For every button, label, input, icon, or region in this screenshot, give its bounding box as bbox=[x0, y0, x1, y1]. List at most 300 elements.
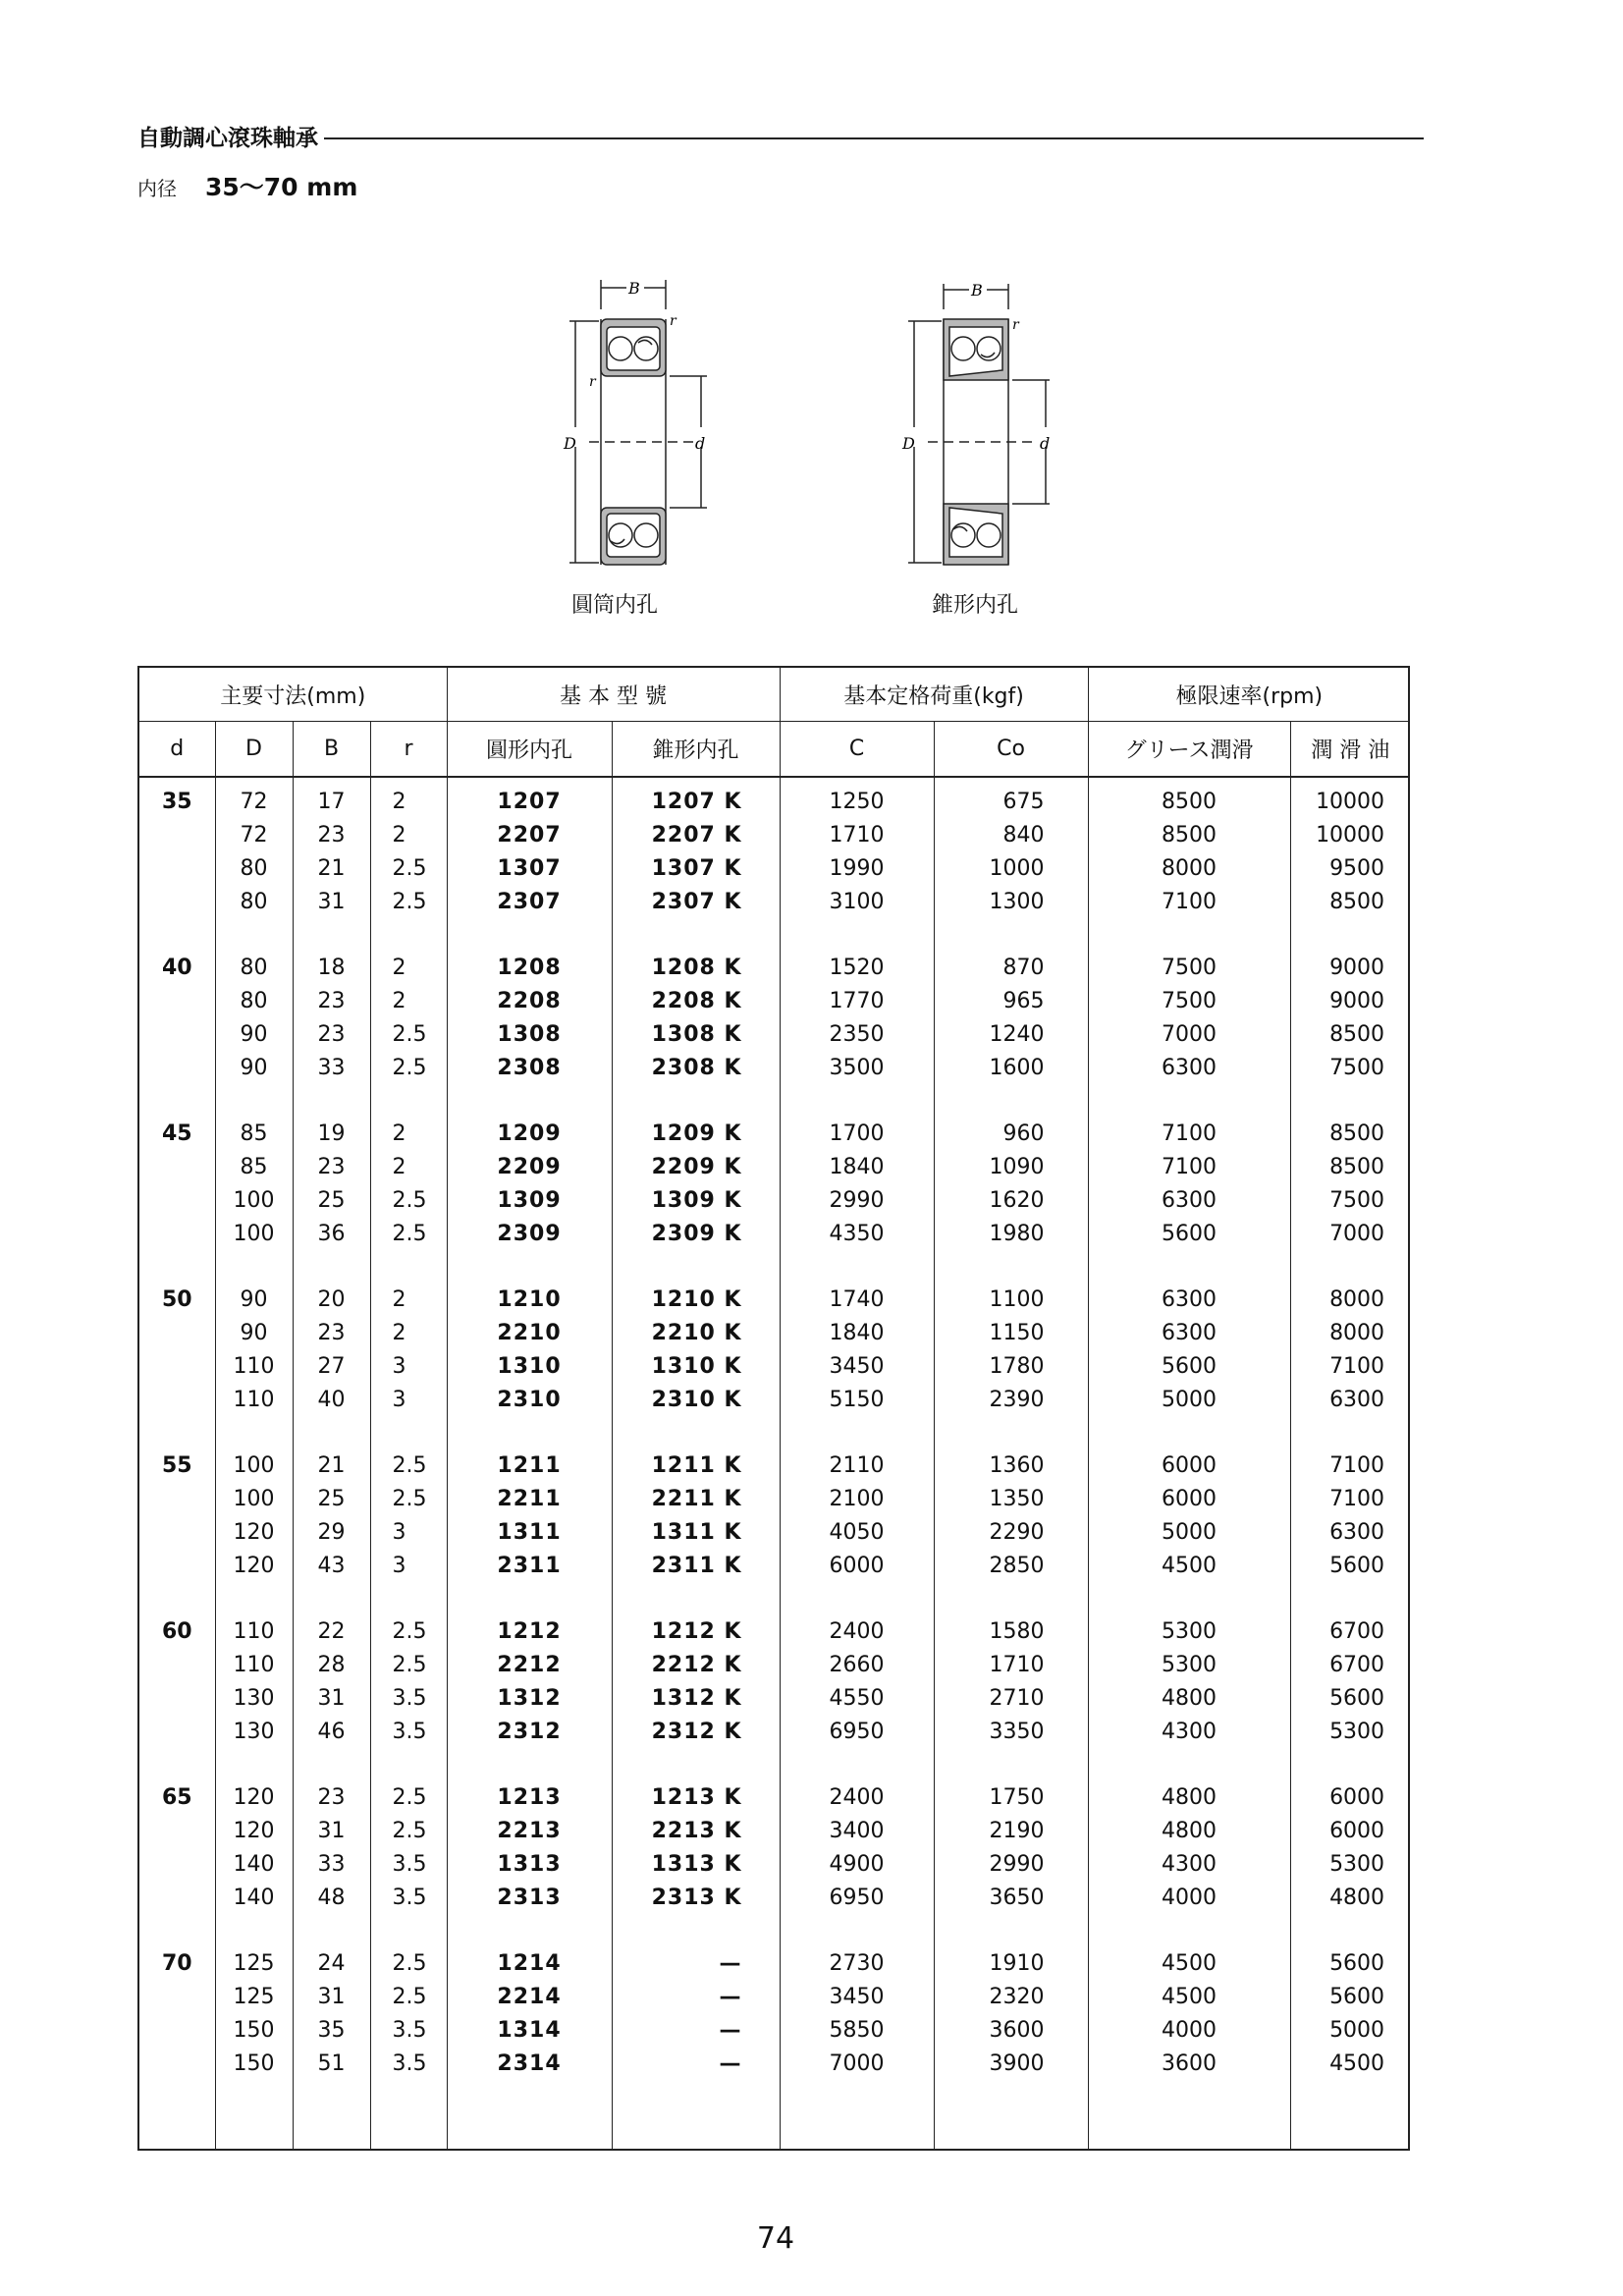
cell-Co: 1580 bbox=[934, 1615, 1088, 1649]
group-spacer-row bbox=[139, 1914, 1410, 1947]
table-row bbox=[139, 1118, 1410, 1151]
cell-D: 140 bbox=[215, 1848, 293, 1882]
spacer-cell bbox=[447, 1416, 612, 1449]
title-rule bbox=[324, 137, 1424, 139]
cell-grease: 7500 bbox=[1088, 985, 1290, 1018]
spacer-cell bbox=[447, 1084, 612, 1118]
cell-d bbox=[139, 1881, 215, 1914]
cell-cylindrical: 2310 bbox=[447, 1383, 612, 1416]
cell-oil: 10000 bbox=[1316, 823, 1385, 848]
cell-grease: 4800 bbox=[1088, 1781, 1290, 1815]
spacer-cell bbox=[1290, 1416, 1410, 1449]
cell-Co: 870 bbox=[934, 952, 1088, 985]
cell-C: 1250 bbox=[780, 777, 934, 819]
cell-Co: 1090 bbox=[934, 1151, 1088, 1184]
cell-oil: 8500 bbox=[1329, 1021, 1385, 1047]
cell-C: 2990 bbox=[780, 1184, 934, 1218]
group-spacer-row bbox=[139, 1582, 1410, 1615]
cell-C: 1700 bbox=[780, 1118, 934, 1151]
cell-r: 2 bbox=[370, 1118, 447, 1151]
cell-d bbox=[139, 1151, 215, 1184]
cell-C: 6950 bbox=[780, 1881, 934, 1914]
cell-d: 50 bbox=[139, 1284, 215, 1317]
cell-d bbox=[139, 2047, 215, 2080]
label-r-top: r bbox=[670, 313, 676, 329]
cell-r: 3 bbox=[370, 1383, 447, 1416]
cell-grease: 7000 bbox=[1088, 1018, 1290, 1052]
group-spacer-row bbox=[139, 918, 1410, 952]
cell-C: 6950 bbox=[780, 1715, 934, 1748]
cell-Co: 1750 bbox=[934, 1781, 1088, 1815]
cell-D: 120 bbox=[215, 1516, 293, 1550]
cell-Co: 840 bbox=[934, 819, 1088, 852]
cell-grease: 4500 bbox=[1088, 1549, 1290, 1582]
cell-oil: 5600 bbox=[1329, 1951, 1385, 1977]
cell-D: 120 bbox=[215, 1815, 293, 1848]
cell-cylindrical: 1214 bbox=[447, 1947, 612, 1981]
spacer-cell bbox=[1088, 1084, 1290, 1118]
label-B: B bbox=[971, 281, 983, 300]
table-row bbox=[139, 985, 1410, 1018]
cell-C: 2400 bbox=[780, 1615, 934, 1649]
spacer-cell bbox=[139, 918, 215, 952]
cell-tapered: 1312 K bbox=[612, 1682, 780, 1716]
spacer-cell bbox=[780, 1084, 934, 1118]
cell-C: 5850 bbox=[780, 2013, 934, 2047]
cell-C: 1840 bbox=[780, 1151, 934, 1184]
table-row bbox=[139, 1051, 1410, 1084]
spacer-cell bbox=[934, 1914, 1088, 1947]
cell-B: 33 bbox=[293, 1848, 370, 1882]
label-r-top: r bbox=[1012, 317, 1019, 333]
cell-cylindrical: 2308 bbox=[447, 1051, 612, 1084]
cell-d: 60 bbox=[139, 1615, 215, 1649]
spacer-cell bbox=[934, 1748, 1088, 1781]
cell-C: 1740 bbox=[780, 1284, 934, 1317]
spacer-cell bbox=[447, 1914, 612, 1947]
cell-Co: 1350 bbox=[934, 1483, 1088, 1516]
spacer-cell bbox=[447, 1582, 612, 1615]
cell-r: 3.5 bbox=[370, 1682, 447, 1716]
cell-D: 110 bbox=[215, 1615, 293, 1649]
cell-B: 24 bbox=[293, 1947, 370, 1981]
cell-grease: 4000 bbox=[1088, 2013, 1290, 2047]
spacer-cell bbox=[215, 1250, 293, 1284]
cell-cylindrical: 2214 bbox=[447, 1981, 612, 2014]
cell-D: 120 bbox=[215, 1781, 293, 1815]
cell-oil: 9000 bbox=[1329, 989, 1385, 1014]
spacer-cell bbox=[215, 1582, 293, 1615]
cell-oil: 9500 bbox=[1329, 855, 1385, 881]
cell-grease: 8500 bbox=[1088, 819, 1290, 852]
cell-Co: 1150 bbox=[934, 1317, 1088, 1350]
bearing-cross-section-tapered bbox=[889, 270, 1085, 584]
cell-oil: 5600 bbox=[1329, 1985, 1385, 2010]
cell-oil: 7500 bbox=[1329, 1187, 1385, 1213]
cell-r: 2.5 bbox=[370, 1615, 447, 1649]
cell-d: 40 bbox=[139, 952, 215, 985]
cell-Co: 3600 bbox=[934, 2013, 1088, 2047]
cell-cylindrical: 1210 bbox=[447, 1284, 612, 1317]
bearing-cross-section-cylindrical bbox=[550, 270, 746, 584]
cell-B: 33 bbox=[293, 1051, 370, 1084]
cell-r: 3 bbox=[370, 1516, 447, 1550]
cell-B: 23 bbox=[293, 1781, 370, 1815]
bore-range-line bbox=[137, 168, 1424, 203]
table-row bbox=[139, 2047, 1410, 2080]
cell-oil: 7500 bbox=[1329, 1055, 1385, 1080]
bearing-dimension-table bbox=[139, 668, 1410, 2149]
cell-oil: 5000 bbox=[1329, 2017, 1385, 2043]
cell-tapered: 2212 K bbox=[612, 1649, 780, 1682]
cell-d: 65 bbox=[139, 1781, 215, 1815]
cell-grease: 5600 bbox=[1088, 1217, 1290, 1250]
cell-oil: 5600 bbox=[1329, 1685, 1385, 1711]
cell-C: 3450 bbox=[780, 1981, 934, 2014]
cell-grease: 4500 bbox=[1088, 1981, 1290, 2014]
cell-d bbox=[139, 1483, 215, 1516]
cell-grease: 4300 bbox=[1088, 1848, 1290, 1882]
bore-label: 内径 bbox=[137, 177, 177, 200]
cell-grease: 5000 bbox=[1088, 1516, 1290, 1550]
cell-Co: 2990 bbox=[934, 1848, 1088, 1882]
cell-C: 4050 bbox=[780, 1516, 934, 1550]
cell-grease: 4300 bbox=[1088, 1715, 1290, 1748]
cell-d bbox=[139, 1051, 215, 1084]
cell-tapered: 1308 K bbox=[612, 1018, 780, 1052]
cell-B: 25 bbox=[293, 1184, 370, 1218]
header-speed-limit: 極限速率(rpm) bbox=[1088, 668, 1410, 722]
cell-d bbox=[139, 1815, 215, 1848]
table-row bbox=[139, 952, 1410, 985]
cell-oil: 8500 bbox=[1329, 889, 1385, 914]
spacer-cell bbox=[612, 918, 780, 952]
spacer-cell bbox=[447, 1250, 612, 1284]
table-row bbox=[139, 1350, 1410, 1384]
spacer-cell bbox=[370, 1748, 447, 1781]
cell-r: 3 bbox=[370, 1549, 447, 1582]
cell-r: 2 bbox=[370, 1284, 447, 1317]
cell-C: 6000 bbox=[780, 1549, 934, 1582]
cell-cylindrical: 2312 bbox=[447, 1715, 612, 1748]
cell-C: 1520 bbox=[780, 952, 934, 985]
cell-D: 100 bbox=[215, 1217, 293, 1250]
spacer-cell bbox=[780, 1250, 934, 1284]
cell-grease: 4800 bbox=[1088, 1682, 1290, 1716]
filler-cell bbox=[780, 2080, 934, 2149]
cell-cylindrical: 1208 bbox=[447, 952, 612, 985]
cell-cylindrical: 2314 bbox=[447, 2047, 612, 2080]
header-dimensions: 主要寸法(mm) bbox=[139, 668, 447, 722]
cell-B: 20 bbox=[293, 1284, 370, 1317]
spacer-cell bbox=[215, 1084, 293, 1118]
cell-cylindrical: 1309 bbox=[447, 1184, 612, 1218]
cell-cylindrical: 1308 bbox=[447, 1018, 612, 1052]
cell-tapered: 2310 K bbox=[612, 1383, 780, 1416]
spacer-cell bbox=[1290, 1250, 1410, 1284]
cell-D: 130 bbox=[215, 1682, 293, 1716]
cell-C: 2400 bbox=[780, 1781, 934, 1815]
group-spacer-row bbox=[139, 1250, 1410, 1284]
cell-tapered: 1213 K bbox=[612, 1781, 780, 1815]
cell-grease: 5000 bbox=[1088, 1383, 1290, 1416]
table-row bbox=[139, 1151, 1410, 1184]
cell-r: 2.5 bbox=[370, 1217, 447, 1250]
cell-r: 3.5 bbox=[370, 2013, 447, 2047]
table-row bbox=[139, 777, 1410, 819]
spacer-cell bbox=[215, 918, 293, 952]
spacer-cell bbox=[370, 1914, 447, 1947]
group-spacer-row bbox=[139, 1084, 1410, 1118]
label-D: D bbox=[902, 434, 915, 453]
group-header-row bbox=[139, 668, 1410, 722]
cell-r: 2.5 bbox=[370, 1981, 447, 2014]
header-load-rating: 基本定格荷重(kgf) bbox=[780, 668, 1088, 722]
cell-tapered: 2308 K bbox=[612, 1051, 780, 1084]
table-row bbox=[139, 1018, 1410, 1052]
cell-cylindrical: 2311 bbox=[447, 1549, 612, 1582]
cell-tapered: 1313 K bbox=[612, 1848, 780, 1882]
cell-oil: 5600 bbox=[1329, 1553, 1385, 1578]
cell-tapered: — bbox=[612, 2047, 780, 2080]
spacer-cell bbox=[1290, 1084, 1410, 1118]
cell-r: 2.5 bbox=[370, 1947, 447, 1981]
page-title: 自動調心滾珠軸承 bbox=[137, 126, 318, 151]
cell-grease: 5300 bbox=[1088, 1649, 1290, 1682]
cell-d bbox=[139, 852, 215, 886]
cell-d: 35 bbox=[139, 777, 215, 819]
cell-D: 90 bbox=[215, 1284, 293, 1317]
cell-d: 45 bbox=[139, 1118, 215, 1151]
cell-d: 55 bbox=[139, 1449, 215, 1483]
cell-Co: 2290 bbox=[934, 1516, 1088, 1550]
cell-grease: 8000 bbox=[1088, 852, 1290, 886]
table-row bbox=[139, 1383, 1410, 1416]
cell-B: 23 bbox=[293, 1151, 370, 1184]
cell-B: 27 bbox=[293, 1350, 370, 1384]
col-D: D bbox=[215, 722, 293, 778]
spacer-cell bbox=[293, 1416, 370, 1449]
table-row bbox=[139, 1682, 1410, 1716]
cell-Co: 1600 bbox=[934, 1051, 1088, 1084]
cell-tapered: 1212 K bbox=[612, 1615, 780, 1649]
cell-C: 3400 bbox=[780, 1815, 934, 1848]
cell-Co: 3900 bbox=[934, 2047, 1088, 2080]
cell-C: 1840 bbox=[780, 1317, 934, 1350]
title-row bbox=[137, 120, 1424, 152]
cell-r: 2.5 bbox=[370, 1483, 447, 1516]
cell-B: 36 bbox=[293, 1217, 370, 1250]
cell-B: 40 bbox=[293, 1383, 370, 1416]
cell-D: 72 bbox=[215, 819, 293, 852]
cell-D: 110 bbox=[215, 1383, 293, 1416]
cell-B: 51 bbox=[293, 2047, 370, 2080]
cell-B: 35 bbox=[293, 2013, 370, 2047]
cell-d bbox=[139, 1516, 215, 1550]
cell-B: 23 bbox=[293, 1018, 370, 1052]
cell-grease: 4000 bbox=[1088, 1881, 1290, 1914]
label-d: d bbox=[1040, 434, 1051, 453]
table-row bbox=[139, 1815, 1410, 1848]
cell-D: 85 bbox=[215, 1151, 293, 1184]
table-row bbox=[139, 819, 1410, 852]
cell-cylindrical: 2307 bbox=[447, 885, 612, 918]
table-row bbox=[139, 1483, 1410, 1516]
cell-B: 18 bbox=[293, 952, 370, 985]
cell-B: 29 bbox=[293, 1516, 370, 1550]
table-row bbox=[139, 1715, 1410, 1748]
cell-grease: 5300 bbox=[1088, 1615, 1290, 1649]
cell-B: 22 bbox=[293, 1615, 370, 1649]
filler-cell bbox=[1088, 2080, 1290, 2149]
spacer-cell bbox=[612, 1084, 780, 1118]
cell-B: 43 bbox=[293, 1549, 370, 1582]
cell-Co: 1980 bbox=[934, 1217, 1088, 1250]
cell-d bbox=[139, 1715, 215, 1748]
cell-oil: 6300 bbox=[1329, 1387, 1385, 1412]
cell-tapered: 2213 K bbox=[612, 1815, 780, 1848]
spacer-cell bbox=[1290, 1582, 1410, 1615]
cell-tapered: 1208 K bbox=[612, 952, 780, 985]
filler-cell bbox=[447, 2080, 612, 2149]
cell-B: 23 bbox=[293, 819, 370, 852]
filler-cell bbox=[934, 2080, 1088, 2149]
cell-Co: 2190 bbox=[934, 1815, 1088, 1848]
cell-tapered: 1210 K bbox=[612, 1284, 780, 1317]
cell-d bbox=[139, 1217, 215, 1250]
cell-D: 100 bbox=[215, 1483, 293, 1516]
spacer-cell bbox=[1088, 1748, 1290, 1781]
spacer-cell bbox=[1290, 1748, 1410, 1781]
cell-cylindrical: 2210 bbox=[447, 1317, 612, 1350]
cell-r: 3 bbox=[370, 1350, 447, 1384]
cell-D: 125 bbox=[215, 1981, 293, 2014]
cell-tapered: 1310 K bbox=[612, 1350, 780, 1384]
cell-d: 70 bbox=[139, 1947, 215, 1981]
cell-tapered: 2309 K bbox=[612, 1217, 780, 1250]
cell-cylindrical: 1207 bbox=[447, 777, 612, 819]
cell-Co: 1360 bbox=[934, 1449, 1088, 1483]
cell-grease: 6300 bbox=[1088, 1284, 1290, 1317]
cell-cylindrical: 1312 bbox=[447, 1682, 612, 1716]
filler-cell bbox=[612, 2080, 780, 2149]
cell-cylindrical: 1313 bbox=[447, 1848, 612, 1882]
spacer-cell bbox=[612, 1582, 780, 1615]
spacer-cell bbox=[1088, 1914, 1290, 1947]
cell-Co: 1620 bbox=[934, 1184, 1088, 1218]
cell-tapered: 2209 K bbox=[612, 1151, 780, 1184]
cell-grease: 4800 bbox=[1088, 1815, 1290, 1848]
cell-cylindrical: 2212 bbox=[447, 1649, 612, 1682]
cell-Co: 965 bbox=[934, 985, 1088, 1018]
filler-cell bbox=[215, 2080, 293, 2149]
cell-oil: 8500 bbox=[1329, 1155, 1385, 1180]
spacer-cell bbox=[370, 1582, 447, 1615]
label-r-side: r bbox=[589, 374, 596, 390]
table-row bbox=[139, 1981, 1410, 2014]
cell-r: 2.5 bbox=[370, 1649, 447, 1682]
cell-D: 130 bbox=[215, 1715, 293, 1748]
cell-D: 120 bbox=[215, 1549, 293, 1582]
cell-Co: 1710 bbox=[934, 1649, 1088, 1682]
cell-r: 2 bbox=[370, 952, 447, 985]
cell-grease: 7100 bbox=[1088, 1118, 1290, 1151]
spacer-cell bbox=[293, 1250, 370, 1284]
cell-Co: 1300 bbox=[934, 885, 1088, 918]
table-row bbox=[139, 1549, 1410, 1582]
cell-D: 90 bbox=[215, 1018, 293, 1052]
group-spacer-row bbox=[139, 1416, 1410, 1449]
header-designation: 基 本 型 號 bbox=[447, 668, 780, 722]
cell-C: 5150 bbox=[780, 1383, 934, 1416]
cell-B: 48 bbox=[293, 1881, 370, 1914]
spacer-cell bbox=[1088, 1416, 1290, 1449]
cell-tapered: — bbox=[612, 1947, 780, 1981]
spacer-cell bbox=[780, 1416, 934, 1449]
table-row bbox=[139, 1848, 1410, 1882]
table-row bbox=[139, 1284, 1410, 1317]
cell-r: 2 bbox=[370, 985, 447, 1018]
cell-B: 31 bbox=[293, 1815, 370, 1848]
cell-tapered: 2307 K bbox=[612, 885, 780, 918]
col-C: C bbox=[780, 722, 934, 778]
cell-B: 23 bbox=[293, 1317, 370, 1350]
spacer-cell bbox=[1088, 1582, 1290, 1615]
cell-tapered: 1209 K bbox=[612, 1118, 780, 1151]
table-row bbox=[139, 1217, 1410, 1250]
bearing-table-frame bbox=[137, 666, 1410, 2151]
cell-Co: 2320 bbox=[934, 1981, 1088, 2014]
cell-D: 150 bbox=[215, 2047, 293, 2080]
table-row bbox=[139, 852, 1410, 886]
cell-grease: 6000 bbox=[1088, 1449, 1290, 1483]
cell-D: 110 bbox=[215, 1350, 293, 1384]
cell-cylindrical: 2313 bbox=[447, 1881, 612, 1914]
cell-cylindrical: 1212 bbox=[447, 1615, 612, 1649]
table-row bbox=[139, 1615, 1410, 1649]
cell-tapered: 1309 K bbox=[612, 1184, 780, 1218]
cell-cylindrical: 1211 bbox=[447, 1449, 612, 1483]
spacer-cell bbox=[215, 1748, 293, 1781]
cell-cylindrical: 2208 bbox=[447, 985, 612, 1018]
col-Co: Co bbox=[934, 722, 1088, 778]
cell-grease: 7100 bbox=[1088, 1151, 1290, 1184]
cell-d bbox=[139, 1649, 215, 1682]
cell-D: 80 bbox=[215, 852, 293, 886]
cell-d bbox=[139, 1549, 215, 1582]
spacer-cell bbox=[447, 1748, 612, 1781]
cell-D: 90 bbox=[215, 1317, 293, 1350]
cell-r: 3.5 bbox=[370, 1881, 447, 1914]
cell-r: 2.5 bbox=[370, 885, 447, 918]
cell-tapered: 1207 K bbox=[612, 777, 780, 819]
cell-D: 80 bbox=[215, 885, 293, 918]
cell-cylindrical: 1209 bbox=[447, 1118, 612, 1151]
cell-B: 17 bbox=[293, 777, 370, 819]
cell-D: 90 bbox=[215, 1051, 293, 1084]
cell-D: 100 bbox=[215, 1184, 293, 1218]
cell-C: 4900 bbox=[780, 1848, 934, 1882]
spacer-cell bbox=[1290, 1914, 1410, 1947]
cell-C: 4350 bbox=[780, 1217, 934, 1250]
cell-grease: 4500 bbox=[1088, 1947, 1290, 1981]
spacer-cell bbox=[612, 1748, 780, 1781]
cell-cylindrical: 1213 bbox=[447, 1781, 612, 1815]
caption-tapered: 錐形内孔 bbox=[932, 593, 1019, 618]
cell-tapered: 2210 K bbox=[612, 1317, 780, 1350]
cell-C: 1770 bbox=[780, 985, 934, 1018]
spacer-cell bbox=[139, 1582, 215, 1615]
